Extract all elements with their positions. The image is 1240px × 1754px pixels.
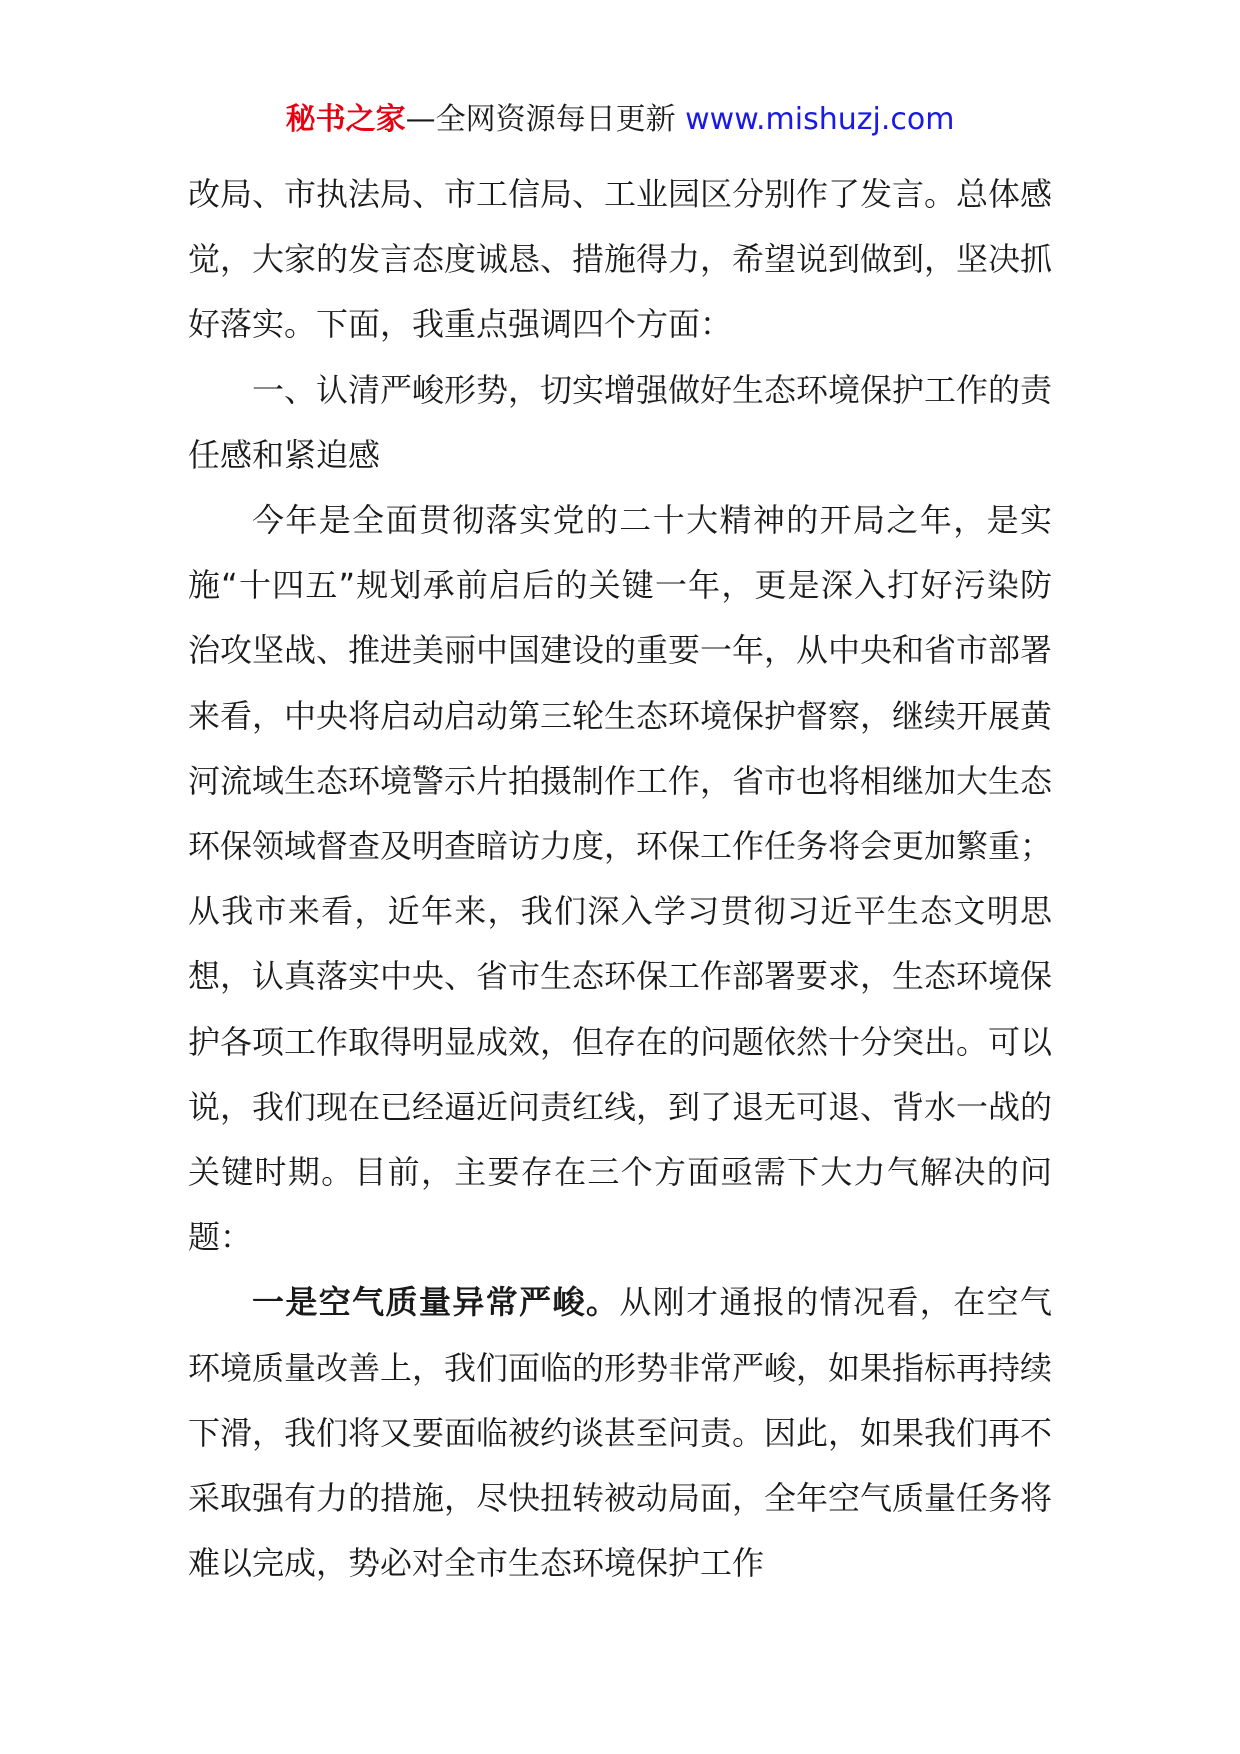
paragraph-continued: 改局、市执法局、市工信局、工业园区分别作了发言。总体感觉，大家的发言态度诚恳、措施得力，希望说到做到，坚决抓好落实。下面，我重点强调四个方面： [188,175,1053,344]
paragraph-lead-bold: 一是空气质量异常严峻。 [252,1283,620,1322]
section-heading: 一、认清严峻形势，切实增强做好生态环境保护工作的责任感和紧迫感 [188,370,1053,474]
site-url[interactable]: www.mishuzj.com [685,102,955,137]
header-tagline: —全网资源每日更新 [405,102,686,137]
paragraph-situation: 今年是全面贯彻落实党的二十大精神的开局之年，是实施“十四五”规划承前启后的关键一年，更是深入打好污染防治攻坚战、推进美丽中国建设的重要一年，从中央和省市部署来看，中央将启动启动第三轮生态环境保护督察，继续开展黄河流域生态环境警示片拍摄制作工作，省市也将相继加大生态环保领域督查及明查暗访力度，环保工作任务将会更加繁重；从我市来看，近年来，我们深入学习贯彻习近平生态文明思想，认真落实中央、省市生态环保工作部署要求，生态环境保护各项工作取得明显成效，但存在的问题依然十分突出。可以说，我们现在已经逼近问责红线，到了退无可退、背水一战的关键时期。目前，主要存在三个方面亟需下大力气解决的问题： [188,501,1053,1257]
brand-name: 秘书之家 [285,102,406,137]
paragraph-body: 从刚才通报的情况看，在空气环境质量改善上，我们面临的形势非常严峻，如果指标再持续下滑，我们将又要面临被约谈甚至问责。因此，如果我们再不采取强有力的措施，尽快扭转被动局面，全年空气质量任务将难以完成，势必对全市生态环境保护工作 [188,1283,1053,1583]
paragraph-air-quality [188,1270,1052,1596]
document-body [188,162,1052,1596]
page-header [0,100,1240,140]
